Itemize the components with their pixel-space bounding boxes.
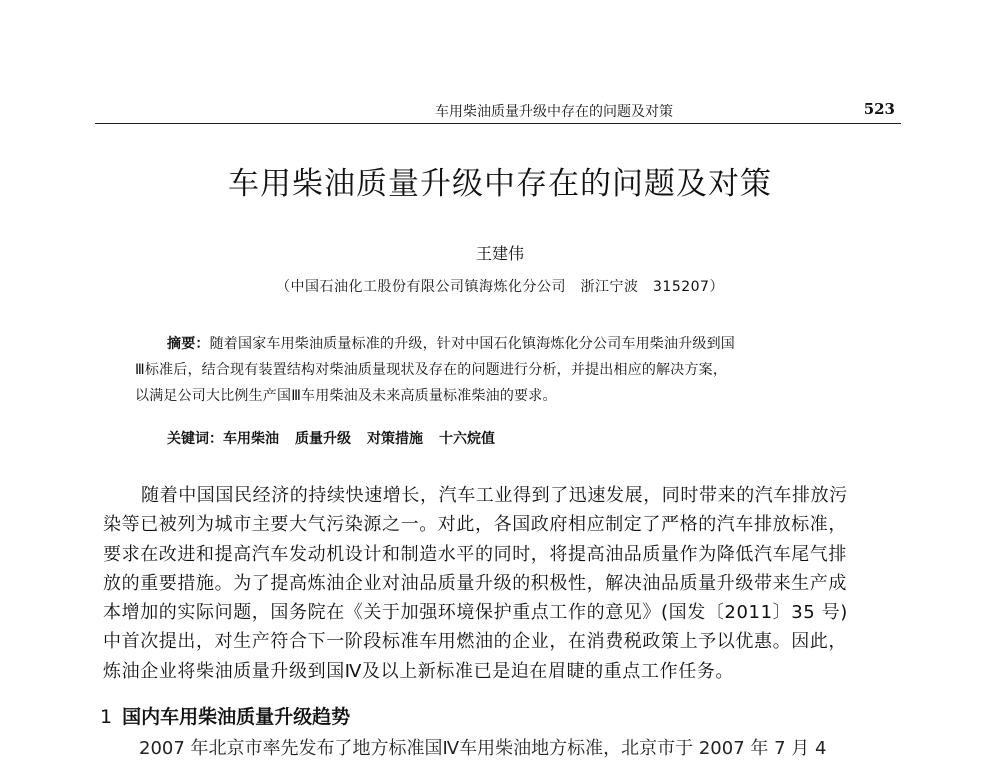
abstract-text: 随着国家车用柴油质量标准的升级，针对中国石化镇海炼化分公司车用柴油升级到国 xyxy=(209,336,736,352)
keyword: 十六烷值 xyxy=(439,431,495,447)
body-paragraph xyxy=(103,481,903,686)
keywords xyxy=(167,428,511,448)
paper-title: 车用柴油质量升级中存在的问题及对策 xyxy=(228,166,772,202)
body-line: 随着中国国民经济的持续快速增长，汽车工业得到了迅速发展，同时带来的汽车排放污 xyxy=(141,485,848,506)
body-line: 要求在改进和提高汽车发动机设计和制造水平的同时，将提高油品质量作为降低汽车尾气排 xyxy=(103,543,847,565)
abstract-label: 摘要： xyxy=(167,336,210,352)
partial-body-line: 2007 年北京市率先发布了地方标准国Ⅳ车用柴油地方标准，北京市于 2007 年 7 月 4 xyxy=(103,738,827,759)
body-line: 染等已被列为城市主要大气污染源之一。对此，各国政府相应制定了严格的汽车排放标准， xyxy=(103,514,847,536)
affiliation: （中国石油化工股份有限公司镇海炼化分公司 浙江宁波 315207） xyxy=(276,279,724,295)
abstract xyxy=(135,331,870,409)
running-header xyxy=(95,97,901,124)
page-number: 523 xyxy=(863,100,895,118)
abstract-line: Ⅲ标准后，结合现有装置结构对柴油质量现状及存在的问题进行分析，并提出相应的解决方案， xyxy=(135,362,728,378)
author: 王建伟 xyxy=(475,244,524,263)
keyword: 车用柴油 xyxy=(223,431,279,447)
section-heading xyxy=(100,702,350,729)
running-title: 车用柴油质量升级中存在的问题及对策 xyxy=(435,104,673,120)
section-number: 1 xyxy=(100,706,113,728)
body-line: 放的重要措施。为了提高炼油企业对油品质量升级的积极性，解决油品质量升级带来生产成 xyxy=(103,572,847,594)
body-line: 中首次提出，对生产符合下一阶段标准车用燃油的企业，在消费税政策上予以优惠。因此， xyxy=(103,631,847,653)
abstract-line xyxy=(135,331,870,357)
body-line: 炼油企业将柴油质量升级到国Ⅳ及以上新标准已是迫在眉睫的重点工作任务。 xyxy=(103,660,735,682)
abstract-line: 以满足公司大比例生产国Ⅲ车用柴油及未来高质量标准柴油的要求。 xyxy=(135,388,557,404)
keyword: 质量升级 xyxy=(295,431,351,447)
section-title: 国内车用柴油质量升级趋势 xyxy=(122,706,351,728)
keywords-label: 关键词： xyxy=(167,431,223,447)
body-line: 本增加的实际问题，国务院在《关于加强环境保护重点工作的意见》(国发〔2011〕35 号) xyxy=(103,602,848,624)
keyword: 对策措施 xyxy=(367,431,423,447)
